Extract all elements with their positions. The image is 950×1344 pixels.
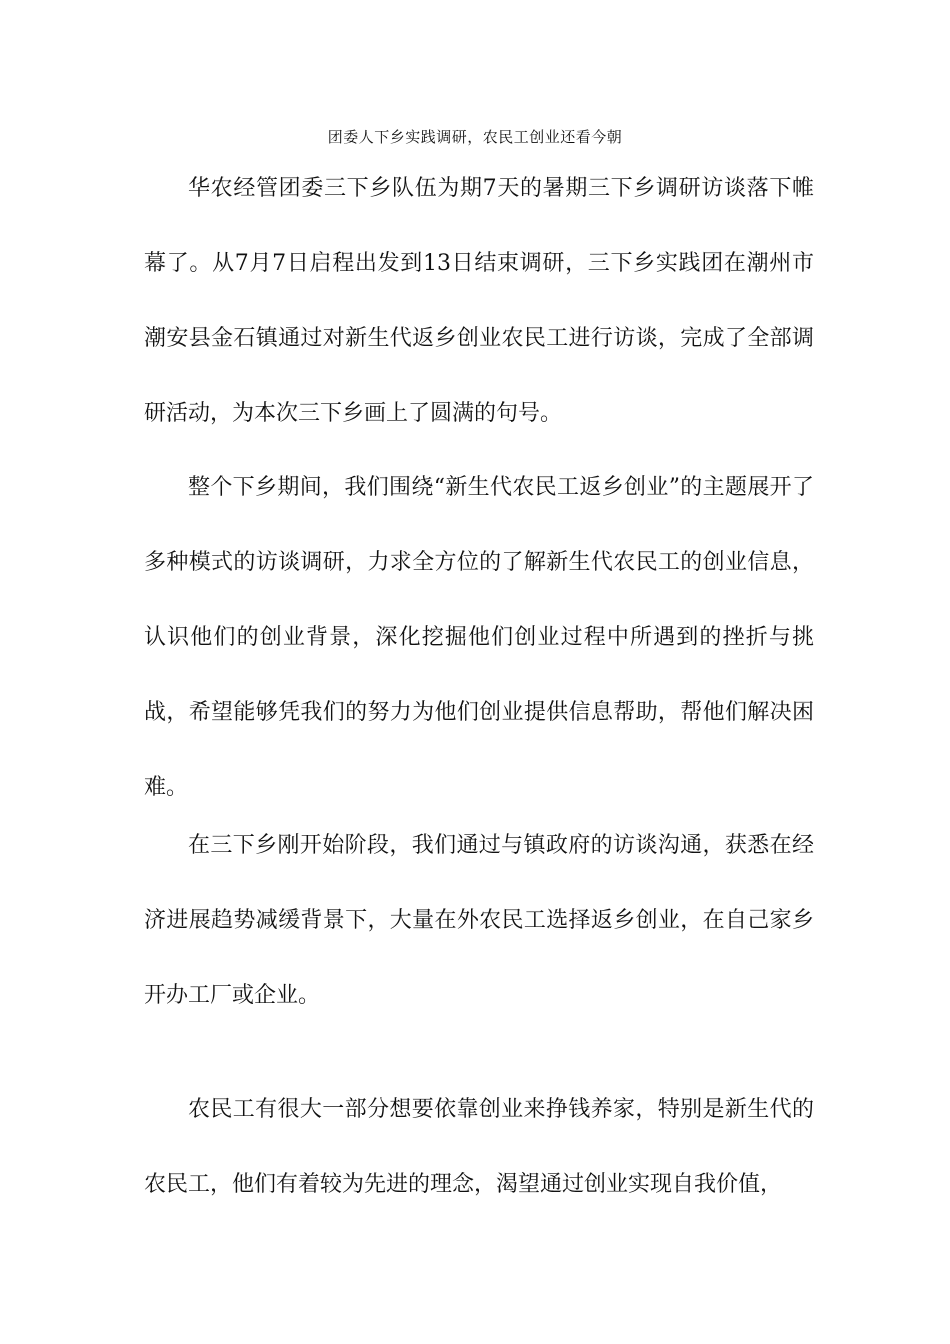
paragraph-3: 在三下乡刚开始阶段，我们通过与镇政府的访谈沟通，获悉在经济进展趋势减缓背景下，大量在外农民工选择返乡创业，在自己家乡开办工厂或企业。 [144,833,814,1008]
paragraph-1: 华农经管团委三下乡队伍为期7天的暑期三下乡调研访谈落下帷幕了。从7月7日启程出发到13日结束调研，三下乡实践团在潮州市潮安县金石镇通过对新生代返乡创业农民工进行访谈，完成了全部调研活动，为本次三下乡画上了圆满的句号。 [144,176,814,426]
paragraph-2: 整个下乡期间，我们围绕“新生代农民工返乡创业”的主题展开了多种模式的访谈调研，力求全方位的了解新生代农民工的创业信息，认识他们的创业背景，深化挖掘他们创业过程中所遇到的挫折与挑战，希望能够凭我们的努力为他们创业提供信息帮助，帮他们解决困难。 [144,475,814,800]
paragraph-4: 农民工有很大一部分想要依靠创业来挣钱养家，特别是新生代的农民工，他们有着较为先进的理念，渴望通过创业实现自我价值， [144,1097,814,1197]
document-title: 团委人下乡实践调研，农民工创业还看今朝 [327,128,623,146]
